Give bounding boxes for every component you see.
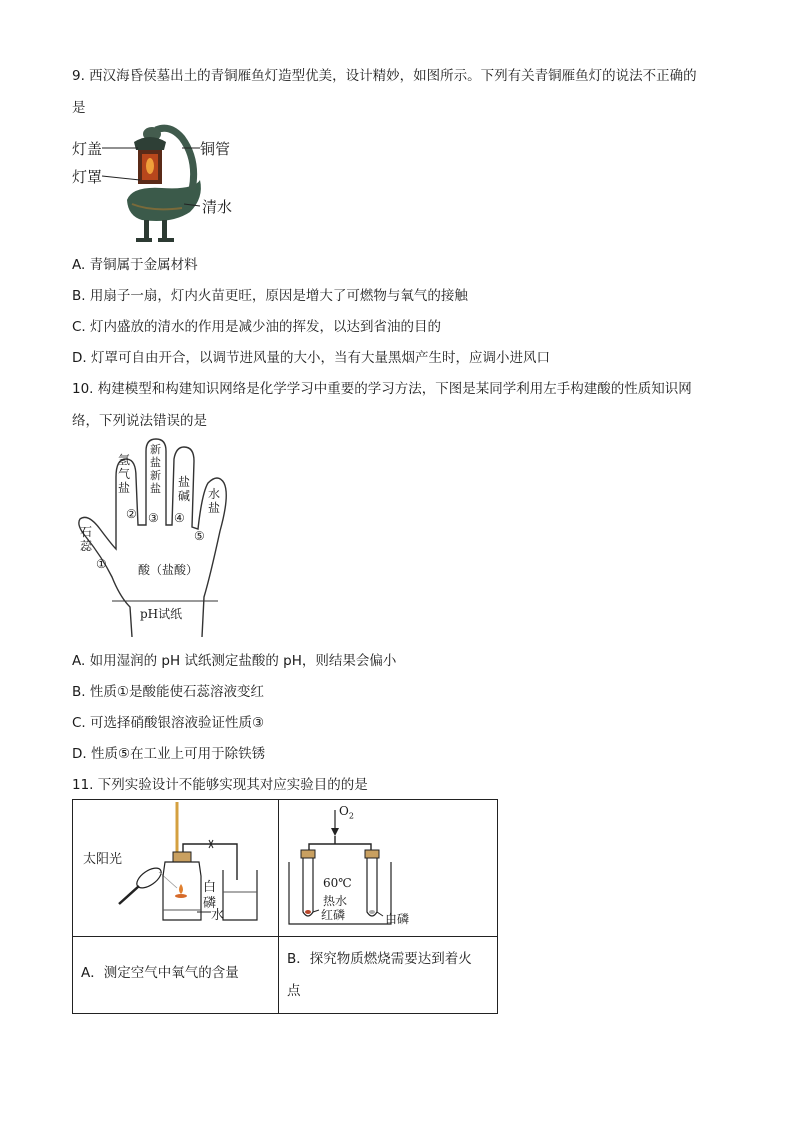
q11-figure-a-cell — [73, 800, 279, 937]
thumb-label: 石蕊 — [80, 525, 93, 553]
label-60c: 60℃ — [323, 876, 352, 890]
label-o2: $O_2$ — [339, 804, 354, 821]
label-red-phosphorus: 红磷 — [321, 908, 346, 922]
q10-option-a: A. 如用湿润的 pH 试纸测定盐酸的 pH，则结果会偏小 — [72, 653, 397, 669]
label-white-phosphorus: 白磷 — [385, 912, 410, 926]
q11-caption-a-cell — [73, 937, 279, 1014]
number-5: ⑤ — [194, 529, 205, 543]
label-copper-tube: 铜管 — [200, 140, 231, 158]
label-lamp-shade: 灯罩 — [72, 168, 103, 186]
q11-figure-b-cell — [279, 800, 498, 937]
number-4: ④ — [174, 511, 185, 525]
q10-option-b: B. 性质①是酸能使石蕊溶液变红 — [72, 684, 264, 700]
q9-stem-line2: 是 — [72, 100, 86, 116]
palm-label: 酸（盐酸） — [138, 563, 199, 577]
label-white: 白 — [203, 880, 217, 895]
finger-ring-label: 盐碱 — [178, 475, 191, 503]
q10-stem-line2: 络，下列说法错误的是 — [72, 413, 207, 429]
label-phosphorus: 磷 — [203, 896, 217, 911]
q11-stem: 11. 下列实验设计不能够实现其对应实验目的的是 — [72, 777, 368, 793]
finger-index-label: 氢气盐 — [118, 453, 131, 495]
apparatus-a — [73, 800, 278, 936]
wrist-label: pH试纸 — [140, 607, 183, 621]
q10-option-d: D. 性质⑤在工业上可用于除铁锈 — [72, 746, 266, 762]
q11-caption-a: A．测定空气中氧气的含量 — [81, 965, 239, 981]
q10-option-c: C. 可选择硝酸银溶液验证性质③ — [72, 715, 265, 731]
label-lamp-cover: 灯盖 — [72, 140, 103, 158]
hand-figure — [72, 437, 242, 642]
q9-stem-line1: 9. 西汉海昏侯墓出土的青铜雁鱼灯造型优美，设计精妙，如图所示。下列有关青铜雁鱼灯的说法不正确的 — [72, 68, 697, 84]
q11-caption-b-line2: 点 — [287, 983, 301, 999]
q10-stem-line1: 10. 构建模型和构建知识网络是化学学习中重要的学习方法，下图是某同学利用左手构建酸的性质知识网 — [72, 381, 692, 397]
number-1: ① — [96, 557, 107, 571]
label-water: 水 — [211, 908, 225, 923]
number-2: ② — [126, 507, 137, 521]
q11-table — [72, 799, 498, 1014]
finger-little-label: 水盐 — [208, 487, 221, 515]
q11-caption-b-line1: B．探究物质燃烧需要达到着火 — [287, 951, 472, 967]
finger-middle-label: 新盐新盐 — [150, 443, 161, 495]
q11-caption-b — [279, 937, 497, 1013]
q11-caption-b-cell — [279, 937, 498, 1014]
label-clear-water: 清水 — [202, 198, 233, 216]
label-hot-water: 热水 — [323, 894, 348, 908]
q9-option-a: A. 青铜属于金属材料 — [72, 257, 198, 273]
lamp-figure — [72, 120, 252, 250]
label-sunlight: 太阳光 — [83, 852, 123, 867]
number-3: ③ — [148, 511, 159, 525]
q9-option-b: B. 用扇子一扇，灯内火苗更旺，原因是增大了可燃物与氧气的接触 — [72, 288, 468, 304]
q9-option-c: C. 灯内盛放的清水的作用是减少油的挥发，以达到省油的目的 — [72, 319, 442, 335]
q9-option-d: D. 灯罩可自由开合，以调节进风量的大小，当有大量黑烟产生时，应调小进风口 — [72, 350, 550, 366]
